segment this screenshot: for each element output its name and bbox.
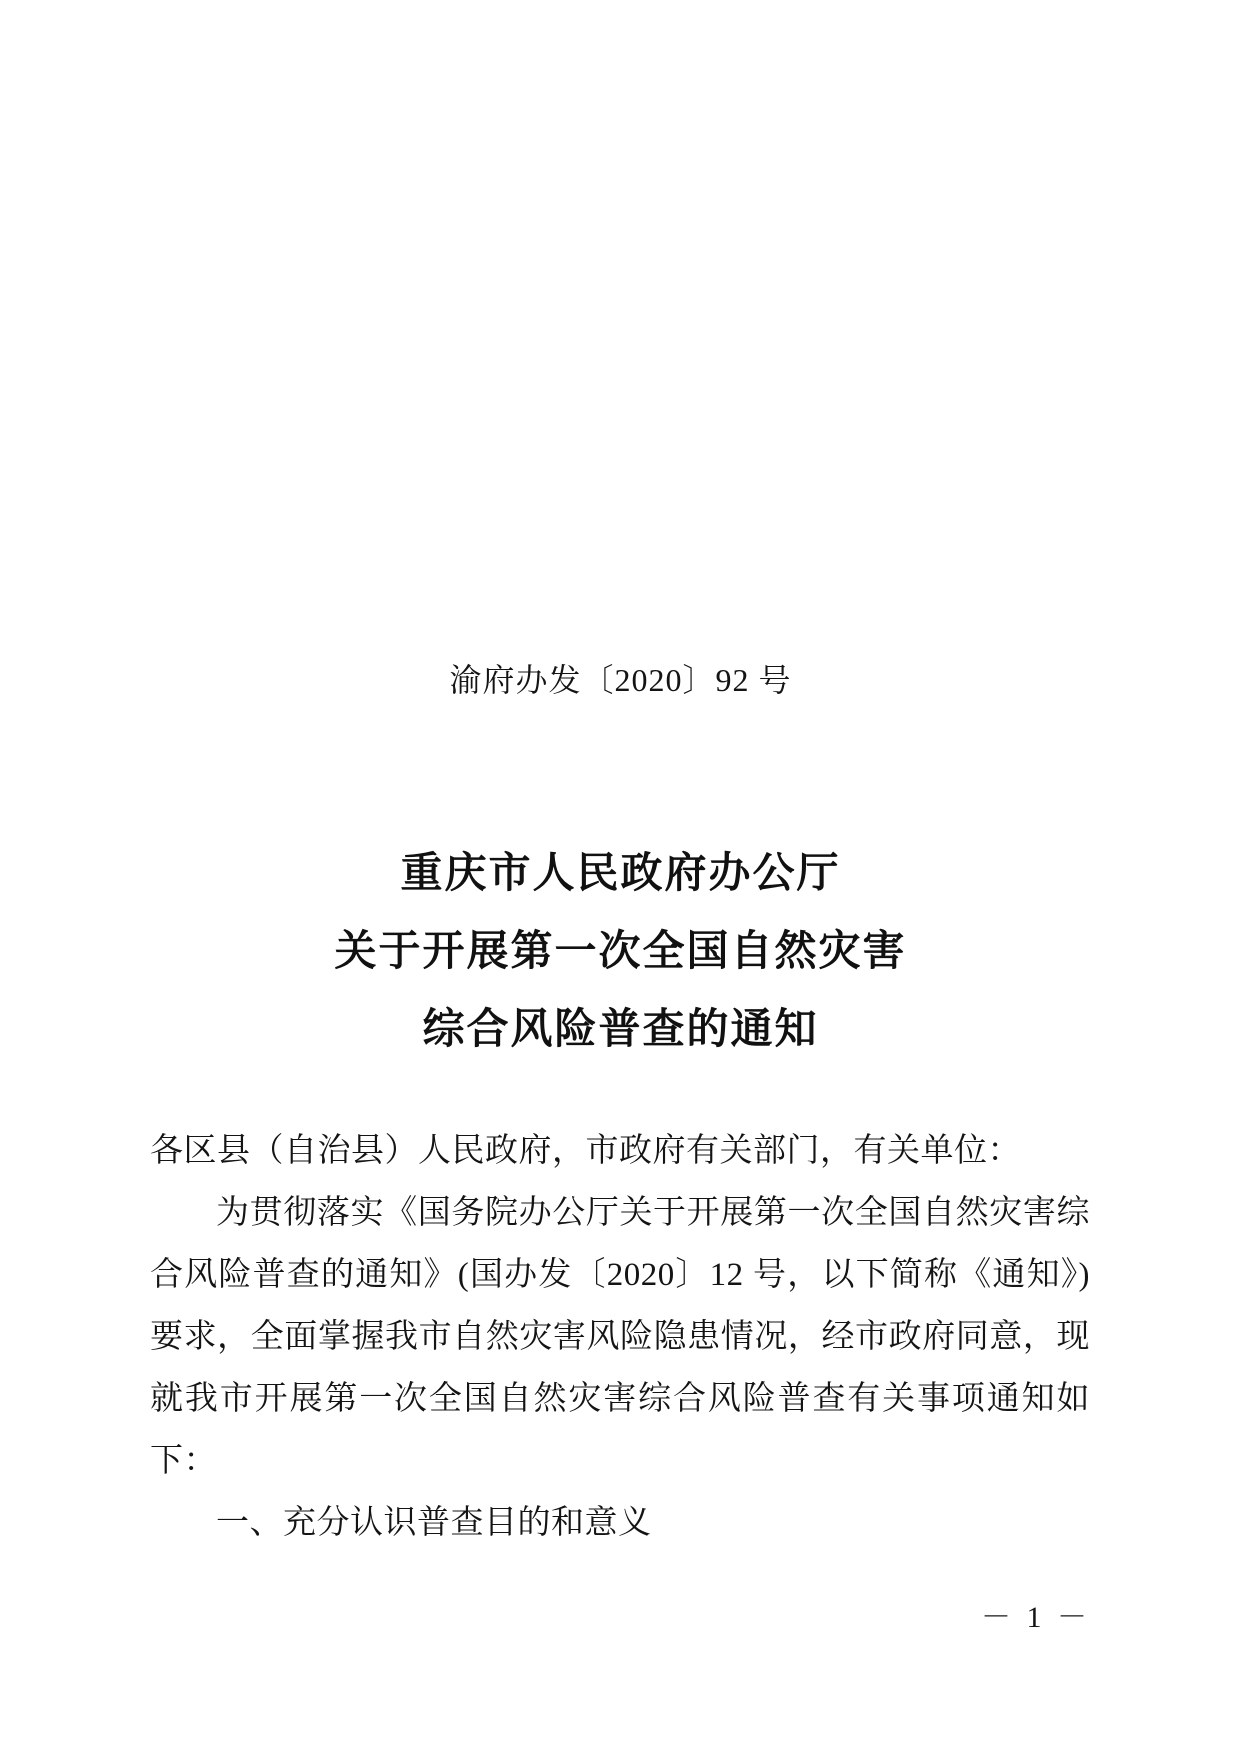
paragraph-opening: 为贯彻落实《国务院办公厅关于开展第一次全国自然灾害综合风险普查的通知》(国办发〔2020〕12 号，以下简称《通知》) 要求，全面掌握我市自然灾害风险隐患情况，经市政府同意，现就我市开展第一次全国自然灾害综合风险普查有关事项通知如下： bbox=[150, 1195, 1090, 1479]
title-line-1: 重庆市人民政府办公厅 bbox=[400, 851, 841, 897]
document-title bbox=[0, 835, 1241, 1069]
document-body bbox=[150, 1120, 1090, 1554]
paragraph-section-one: 一、充分认识普查目的和意义 bbox=[216, 1505, 652, 1541]
title-line-3: 综合风险普查的通知 bbox=[422, 1007, 819, 1053]
title-line-2: 关于开展第一次全国自然灾害 bbox=[334, 929, 907, 975]
page-number: － 1 － bbox=[981, 1601, 1091, 1634]
document-number: 渝府办发〔2020〕92 号 bbox=[449, 662, 792, 698]
paragraph-salutation: 各区县（自治县）人民政府，市政府有关部门，有关单位： bbox=[150, 1133, 1021, 1169]
